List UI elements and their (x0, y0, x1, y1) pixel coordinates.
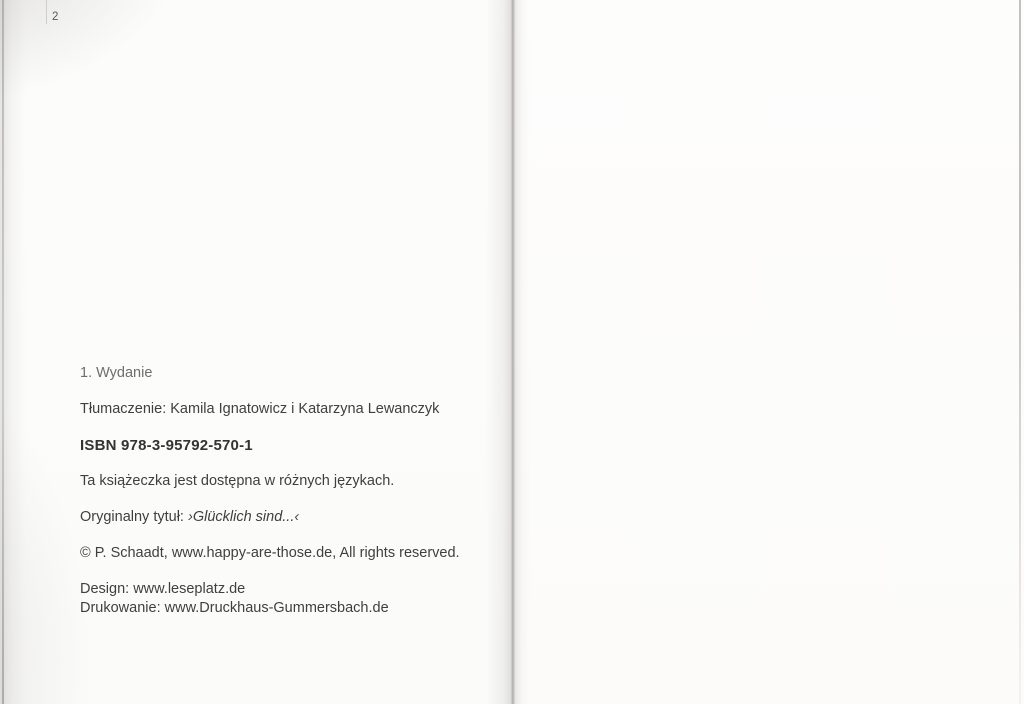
page-edge-left (2, 0, 4, 704)
page-number-left: 2 (52, 11, 59, 23)
page-edge-right (1019, 0, 1021, 704)
colophon-paragraph: ISBN 978-3-95792-570-1 (80, 437, 253, 454)
right-page (512, 0, 1024, 704)
colophon-paragraph: Design: www.leseplatz.de Drukowanie: www.Druckhaus-Gummersbach.de (80, 581, 389, 616)
colophon-paragraph: 1. Wydanie (80, 365, 153, 381)
colophon-paragraph: © P. Schaadt, www.happy-are-those.de, All rights reserved. (80, 545, 460, 561)
colophon-paragraph: Ta książeczka jest dostępna w różnych językach. (80, 473, 395, 489)
colophon-block (80, 364, 480, 618)
colophon-paragraph: Oryginalny tytuł: ›Glücklich sind...‹ (80, 509, 300, 525)
book-gutter (486, 0, 530, 704)
colophon-paragraph: Tłumaczenie: Kamila Ignatowicz i Katarzyna Lewanczyk (80, 401, 440, 417)
crop-mark-left (46, 0, 47, 24)
